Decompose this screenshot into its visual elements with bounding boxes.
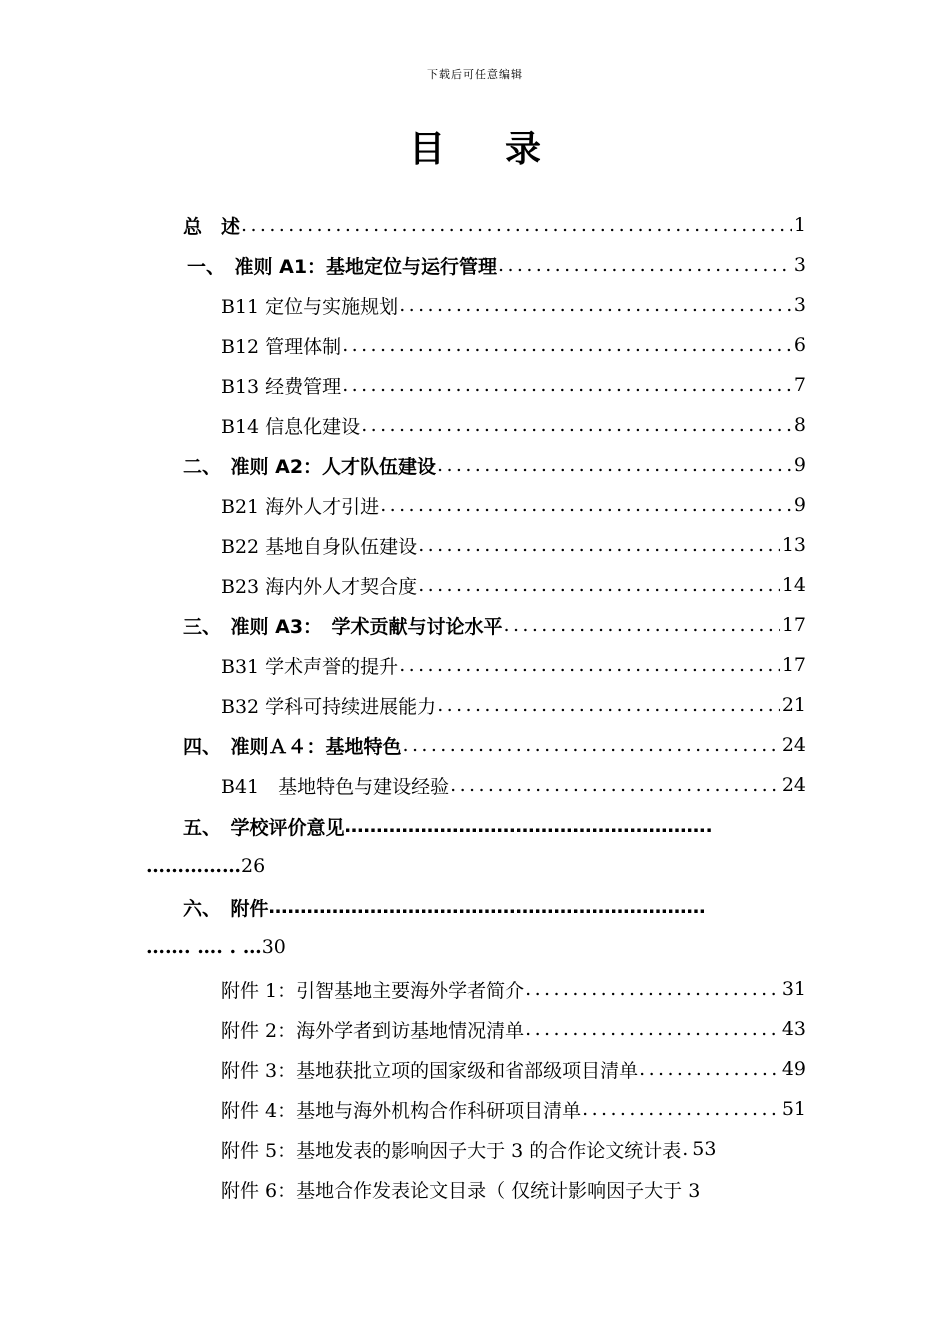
toc-page-number: 3 (793, 294, 806, 316)
title-char-left: 目 (408, 129, 445, 170)
toc-entry[interactable] (221, 1129, 806, 1169)
toc-page-number: 7 (793, 374, 806, 396)
toc-leader (342, 334, 792, 356)
toc-entry-label: 附件 1：引智基地主要海外学者简介 (221, 979, 525, 1002)
toc-entry-label: 附件 3：基地获批立项的国家级和省部级项目清单 (221, 1059, 639, 1082)
toc-page-number: 9 (793, 454, 806, 476)
toc-leader (399, 294, 792, 316)
toc-page-number: 1 (793, 214, 806, 236)
toc-page-number: 13 (781, 534, 806, 556)
toc-leader (582, 1098, 780, 1120)
toc-entry-label: B41 基地特色与建设经验 (221, 775, 450, 798)
toc-page-number: 17 (781, 614, 806, 636)
toc-entry[interactable] (183, 725, 806, 765)
toc-leader (525, 1018, 780, 1040)
toc-entry[interactable] (221, 485, 806, 525)
toc-entry[interactable] (183, 445, 806, 485)
toc-leader (437, 454, 792, 476)
toc-entry-label: B23 海内外人才契合度 (221, 575, 418, 598)
toc-entry[interactable] (221, 325, 806, 365)
toc-leader (418, 534, 780, 556)
toc-page-number: 3 (793, 254, 806, 276)
toc-entry[interactable] (221, 1089, 806, 1129)
toc-leader (399, 654, 780, 676)
toc-entry-label: B13 经费管理 (221, 375, 342, 398)
toc-entry-label: 一、 准则 A1：基地定位与运行管理 (187, 255, 498, 278)
toc-leader (504, 614, 780, 636)
toc-entry[interactable] (221, 1009, 806, 1049)
toc-entry-label: 五、 学校评价意见 (183, 816, 345, 839)
toc-leader (682, 1138, 690, 1160)
toc-page-number: 21 (781, 694, 806, 716)
toc-leader: …………………………………………………………… (268, 896, 706, 918)
toc-entry[interactable] (221, 765, 806, 805)
toc-leader (450, 774, 780, 796)
toc-entry-label: B14 信息化建设 (221, 415, 361, 438)
toc-entry-label: 总 述 (183, 215, 241, 238)
toc-page-number: 49 (781, 1058, 806, 1080)
toc-page-number: 8 (793, 414, 806, 436)
toc-entry-label: 二、 准则 A2：人才队伍建设 (183, 455, 437, 478)
toc-entry-label: 附件 6：基地合作发表论文目录（ 仅统计影响因子大于 3 (221, 1179, 701, 1202)
toc-entry-label: B32 学科可持续进展能力 (221, 695, 437, 718)
toc-entry[interactable] (183, 605, 806, 645)
toc-leader (525, 978, 780, 1000)
toc-page-number: 14 (781, 574, 806, 596)
toc-entry[interactable] (221, 525, 806, 565)
toc-entry-label: B12 管理体制 (221, 335, 342, 358)
toc-entry[interactable] (187, 245, 806, 285)
toc-entry[interactable] (221, 285, 806, 325)
toc-page-number: 53 (692, 1138, 717, 1160)
toc-leader (639, 1058, 780, 1080)
toc-leader (498, 254, 792, 276)
toc-leader (418, 574, 780, 596)
toc-page-number: 30 (261, 936, 286, 958)
toc-entry-label: B11 定位与实施规划 (221, 295, 399, 318)
header-note: 下载后可任意编辑 (427, 68, 523, 81)
toc-entry[interactable] (221, 565, 806, 605)
toc-leader: ……. …. . … (146, 936, 262, 958)
toc-page-number: 9 (793, 494, 806, 516)
toc-entry-continuation[interactable] (146, 927, 286, 967)
toc-page-number: 17 (781, 654, 806, 676)
toc-entry-label: B22 基地自身队伍建设 (221, 535, 418, 558)
toc-leader (342, 374, 792, 396)
toc-page-number: 24 (781, 734, 806, 756)
toc-page-number: 6 (793, 334, 806, 356)
toc-entry[interactable] (221, 1169, 806, 1209)
toc-leader (437, 694, 780, 716)
toc-leader: …………… (146, 855, 241, 877)
toc-entry-label: 四、 准则Ａ４：基地特色 (183, 735, 402, 758)
toc-leader (403, 734, 780, 756)
toc-entry-label: 附件 2：海外学者到访基地情况清单 (221, 1019, 525, 1042)
toc-entry[interactable] (221, 365, 806, 405)
toc-entry-label: B31 学术声誉的提升 (221, 655, 399, 678)
title-char-right: 录 (505, 129, 542, 170)
toc-page-number: 51 (781, 1098, 806, 1120)
toc-entry-label: 三、 准则 A3： 学术贡献与讨论水平 (183, 615, 503, 638)
toc-entry[interactable] (183, 205, 806, 245)
toc-leader (361, 414, 792, 436)
toc-entry[interactable] (183, 806, 810, 846)
toc-page-number: 24 (781, 774, 806, 796)
page-title (0, 126, 950, 174)
toc-entry-label: B21 海外人才引进 (221, 495, 380, 518)
toc-entry[interactable] (221, 685, 806, 725)
toc-entry-label: 六、 附件 (183, 897, 269, 920)
toc-leader: …………………………………………………. (344, 815, 713, 837)
toc-entry[interactable] (221, 405, 806, 445)
toc-leader (241, 214, 792, 236)
toc-entry[interactable] (183, 887, 810, 927)
toc-leader (380, 494, 792, 516)
toc-entry-continuation[interactable] (146, 846, 265, 886)
toc-entry[interactable] (221, 969, 806, 1009)
toc-entry[interactable] (221, 1049, 806, 1089)
toc-page-number: 26 (241, 855, 266, 877)
toc-entry-label: 附件 4：基地与海外机构合作科研项目清单 (221, 1099, 582, 1122)
toc-entry[interactable] (221, 645, 806, 685)
toc-entry-label: 附件 5：基地发表的影响因子大于 3 的合作论文统计表 (221, 1139, 682, 1162)
toc-page-number: 43 (781, 1018, 806, 1040)
toc-page-number: 31 (781, 978, 806, 1000)
